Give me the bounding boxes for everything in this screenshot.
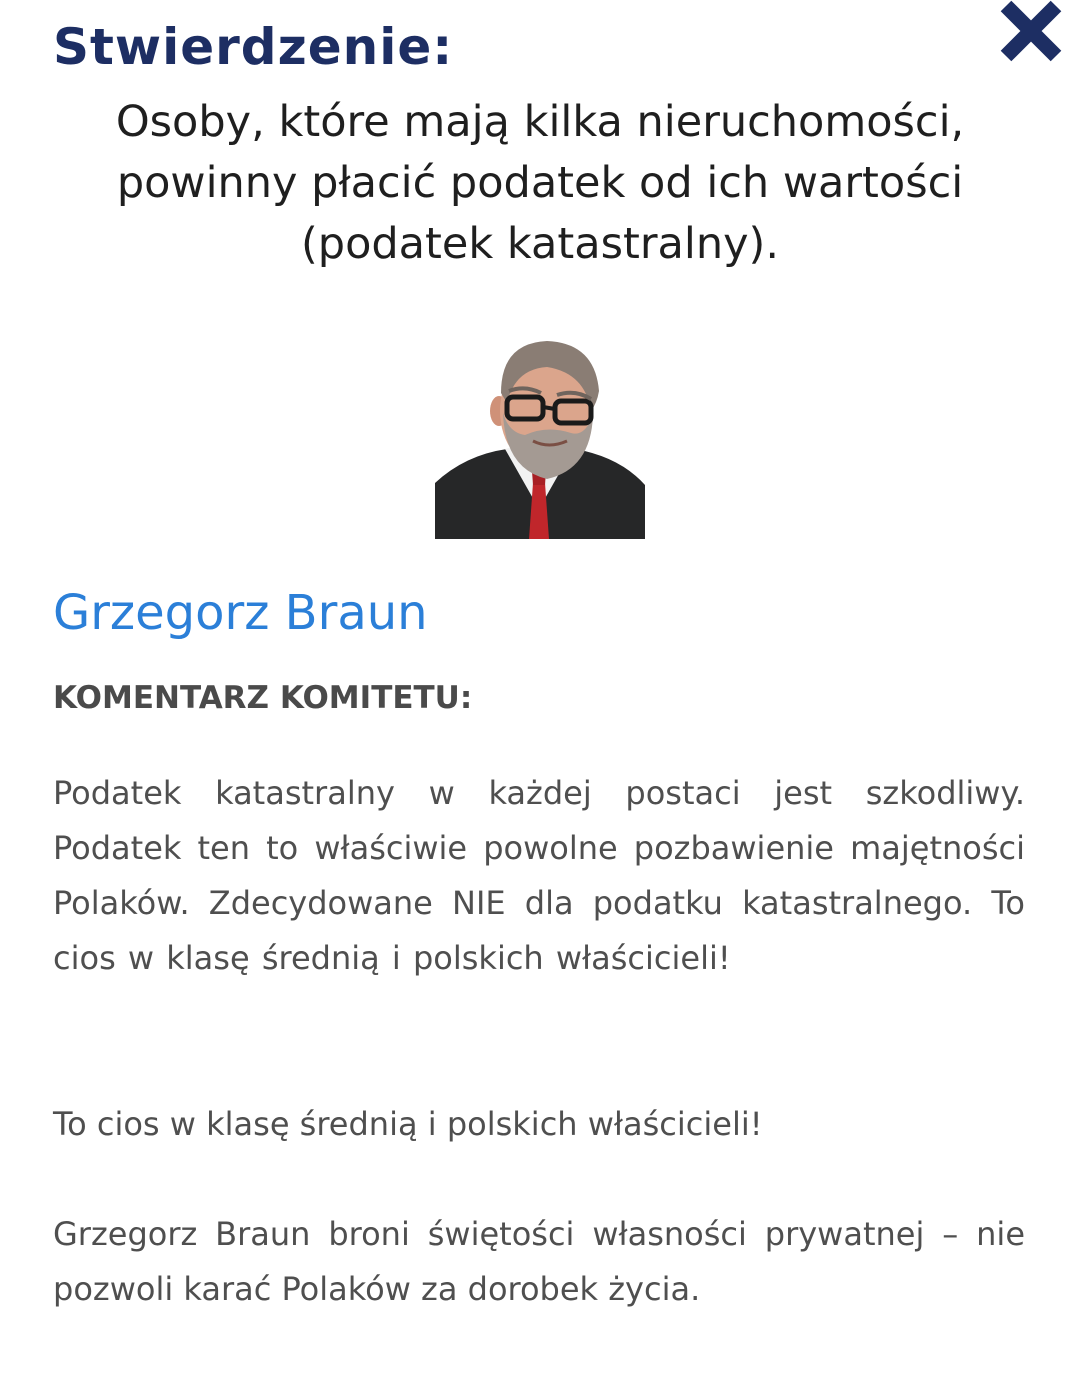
close-x-icon[interactable] (996, 0, 1066, 66)
comment-paragraph-3: Grzegorz Braun broni świętości własności prywatnej – nie pozwoli karać Polaków za dorobek życia. (53, 1215, 1025, 1308)
comment-paragraph-2: To cios w klasę średnią i polskich właścicieli! (53, 1105, 763, 1143)
comment-heading: KOMENTARZ KOMITETU: (53, 680, 473, 716)
comment-paragraph-1: Podatek katastralny w każdej postaci jest szkodliwy. Podatek ten to właściwie powolne pozbawienie majętności Polaków. Zdecydowane NIE dla podatku katastralnego. To cios w klasę średnią i polskich właścicieli! (53, 774, 1025, 977)
candidate-portrait (435, 333, 645, 539)
statement-text: Osoby, które mają kilka nieruchomości, powinny płacić podatek od ich wartości (podatek katastralny). (115, 97, 965, 269)
modal-title: Stwierdzenie: (53, 18, 454, 76)
candidate-name: Grzegorz Braun (53, 585, 428, 641)
